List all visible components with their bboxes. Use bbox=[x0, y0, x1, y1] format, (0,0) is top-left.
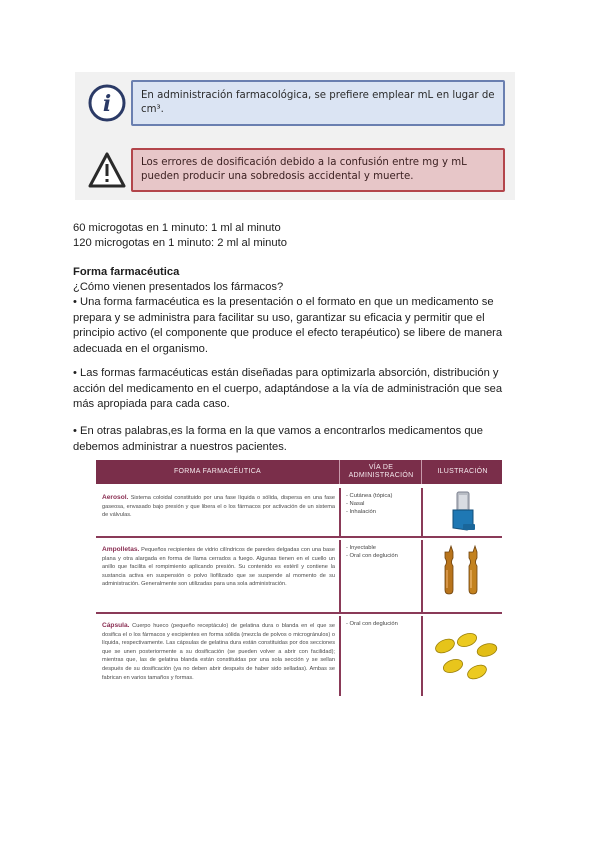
form-name: Ampolletas. bbox=[102, 546, 140, 553]
route-cell bbox=[339, 616, 421, 696]
info-message: En administración farmacológica, se prefiere emplear mL en lugar de cm³. bbox=[131, 80, 505, 126]
svg-text:i: i bbox=[102, 91, 112, 117]
form-description: Sistema coloidal constituido por una fase líquida o sólida, dispersa en una fase gaseosa, envasado bajo presión y que libera el o los fármacos por activación de un sistema de válvulas. bbox=[102, 495, 336, 519]
conversions bbox=[73, 221, 513, 251]
table-header bbox=[96, 460, 502, 484]
form-description-cell bbox=[96, 616, 339, 696]
route-item: - Nasal bbox=[346, 501, 365, 507]
notice-panel bbox=[75, 72, 515, 200]
conversion-line: 60 microgotas en 1 minuto: 1 ml al minuto bbox=[73, 222, 281, 234]
paragraph-design-text: • Las formas farmacéuticas están diseñadas para optimizarla absorción, distribución y acción del medicamento en el cuerpo, adaptándose a la vía de administración que sea más apropiada para cada caso. bbox=[73, 367, 503, 410]
table-row bbox=[96, 488, 502, 538]
warning-message: Los errores de dosificación debido a la confusión entre mg y mL pueden producir una sobredosis accidental y muerte. bbox=[131, 148, 505, 192]
route-cell bbox=[339, 540, 421, 612]
header-ilustracion: ILUSTRACIÓN bbox=[421, 460, 503, 484]
form-description: Cuerpo hueco (pequeño receptáculo) de gelatina dura o blanda en el que se dosifica el o los fármacos y excipientes en forma sólida (mezcla de polvos o microgránulos) o líquida, respectivamente. Las cápsulas de gelatina dura están constituidas por dos secciones que se unen posteriormente a su dosificación (se pueden volver a abrir con facilidad); mientras que, las de gelatina blanda están constituidas por una sola sección y se sellan después de su dosificación (ya no deben abrir después de haber sido selladas). Ambas se fabrican en varios tamaños y formas. bbox=[102, 623, 335, 681]
route-item: - Cutánea (tópica) bbox=[346, 493, 393, 499]
form-name: Cápsula. bbox=[102, 622, 130, 629]
section-heading: Forma farmacéutica bbox=[73, 266, 180, 278]
dosage-forms-table bbox=[96, 460, 502, 698]
route-item: - Oral con deglución bbox=[346, 621, 398, 627]
form-description-cell bbox=[96, 540, 339, 612]
paragraph-summary-text: • En otras palabras,es la forma en la que vamos a encontrarlos medicamentos que debemos administrar a nuestros pacientes. bbox=[73, 425, 483, 453]
table-row bbox=[96, 540, 502, 614]
illustration-cell bbox=[421, 488, 502, 536]
ampoules-image bbox=[423, 540, 504, 610]
info-icon bbox=[83, 80, 131, 126]
info-callout bbox=[83, 80, 505, 126]
header-via: VÍA DE ADMINISTRACIÓN bbox=[339, 460, 422, 484]
capsules-image bbox=[423, 616, 504, 694]
form-description-cell bbox=[96, 488, 339, 536]
form-description: Pequeños recipientes de vidrio cilíndricos de paredes delgadas con una base plana y otra alargada en forma de llama cerrados a fuego. Algunas tienen en el cuello un anillo que facilita el rompimiento aplicando presión. Su contenido es estéril y contiene la sustancia activa en suspensión o polvo liofilizado que se suspende al momento de su administración. Generalmente son utilizadas para una sola administración. bbox=[102, 547, 335, 588]
warning-callout bbox=[83, 148, 505, 192]
warning-icon bbox=[83, 148, 131, 192]
route-item: - Inhalación bbox=[346, 509, 376, 515]
form-name: Aerosol. bbox=[102, 494, 129, 501]
header-forma: FORMA FARMACÉUTICA bbox=[173, 468, 262, 475]
inhaler-image bbox=[423, 488, 504, 534]
route-item: - Oral con deglución bbox=[346, 553, 398, 559]
illustration-cell bbox=[421, 616, 502, 696]
section-question: ¿Cómo vienen presentados los fármacos? bbox=[73, 281, 284, 293]
section-forma-farmaceutica bbox=[73, 265, 513, 357]
paragraph-summary bbox=[73, 424, 513, 455]
table-row bbox=[96, 616, 502, 696]
route-cell bbox=[339, 488, 421, 536]
route-item: - Inyectable bbox=[346, 545, 376, 551]
conversion-line: 120 microgotas en 1 minuto: 2 ml al minuto bbox=[73, 237, 287, 249]
paragraph-design bbox=[73, 366, 513, 413]
illustration-cell bbox=[421, 540, 502, 612]
paragraph-definition: • Una forma farmacéutica es la presentación o el formato en que un medicamento se prepara y se administra para facilitar su uso, garantizar su eficacia y permitir que el principio activo (el componente que produce el efecto terapéutico) se libere de manera adecuada en el organismo. bbox=[73, 296, 503, 355]
